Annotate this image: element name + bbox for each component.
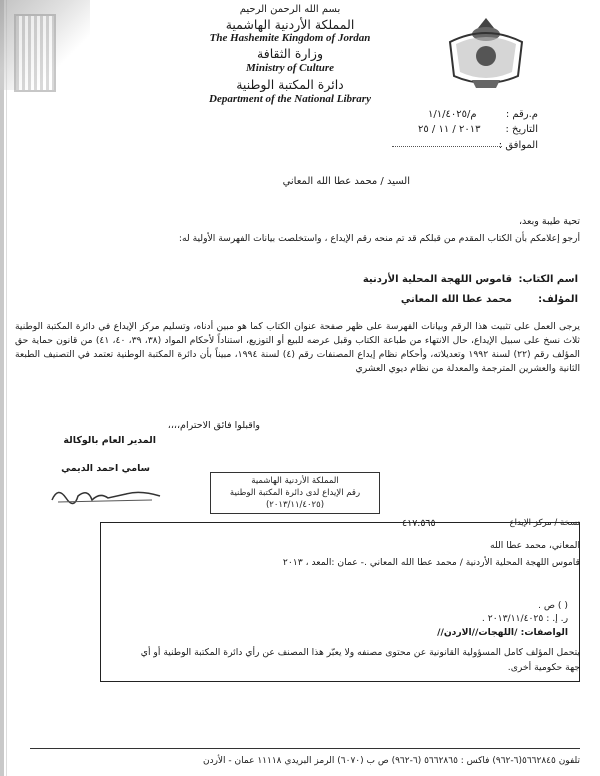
deposit-stamp	[210, 472, 380, 514]
cip-ri: ر. إ. : ٢٠١٣/١١/٤٠٢٥ .	[481, 613, 568, 624]
book-label: اسم الكتاب:	[518, 274, 578, 285]
royal-crest-icon	[442, 14, 530, 92]
closing: واقبلوا فائق الاحترام،،،،	[167, 420, 260, 431]
signature	[48, 482, 168, 508]
author-label: المؤلف:	[538, 294, 578, 305]
book-value: قاموس اللهجة المحلية الأردنية	[362, 274, 512, 285]
ref-label: م.رقم :	[505, 109, 538, 120]
signer-name: سامي احمد الديمي	[61, 463, 150, 474]
match-dotted-line	[392, 146, 502, 147]
scan-edge-line	[6, 0, 7, 776]
stamp-line-3: (٢٠١٣/١١/٤٠٢٥)	[265, 500, 325, 510]
salutation: السيد / محمد عطا الله المعاني	[282, 176, 410, 187]
kingdom-ar: المملكة الأردنية الهاشمية	[225, 17, 355, 32]
stamp-line-1: المملكة الأردنية الهاشمية	[251, 476, 339, 486]
author-value: محمد عطا الله المعاني	[400, 294, 512, 305]
greeting: تحية طيبة وبعد،	[518, 216, 580, 227]
cip-subjects: الواصفات: /اللهجات//الاردن//	[437, 627, 568, 638]
ministry-ar: وزارة الثقافة	[257, 46, 323, 61]
dept-en: Department of the National Library	[209, 93, 371, 105]
dept-ar: دائرة المكتبة الوطنية	[236, 77, 344, 92]
intro-paragraph: أرجو إعلامكم بأن الكتاب المقدم من قبلكم قد تم منحه رقم الإيداع ، واستخلصت بيانات الفهرسة الأولية له:	[178, 233, 580, 244]
copy-label: نسخة / مركز الإيداع	[509, 518, 580, 528]
class-number: ٤١٧.٥٦٥	[402, 518, 436, 529]
cip-disclaimer: يتحمل المؤلف كامل المسؤولية القانونية عن محتوى مصنفه ولا يعبّر هذا المصنف عن رأي دائرة المكتبة الوطنية أو أي جهة حكومية أخرى.	[140, 647, 580, 673]
stamp-line-2: رقم الإيداع لدى دائرة المكتبة الوطنية	[229, 488, 361, 498]
date-label: التاريخ :	[505, 124, 538, 135]
date-value: ٢٠١٣ / ١١ / ٢٥	[418, 124, 481, 135]
ref-value: م/١/١/٤٠٢٥	[428, 109, 477, 120]
library-logo	[14, 14, 56, 92]
signer-title: المدير العام بالوكالة	[63, 435, 156, 446]
cip-author: المعاني، محمد عطا الله	[490, 540, 580, 551]
ministry-en: Ministry of Culture	[245, 62, 335, 74]
match-label: الموافق :	[498, 140, 538, 151]
scan-edge	[0, 0, 4, 776]
footer-divider	[30, 748, 580, 749]
kingdom-en: The Hashemite Kingdom of Jordan	[209, 32, 371, 44]
main-paragraph: يرجى العمل على تثبيت هذا الرقم وبيانات الفهرسة على ظهر صفحة عنوان الكتاب كما هو مبين أدناه، وتسليم مركز الإيداع في دائرة المكتبة الوطنية ثلاث نسخ على سبيل الإيداع، حال الانتهاء من طباعة الكتاب وقبل عرضه للبيع أو التوزيع، استناداً لأحكام المواد (٣٨، ٣٩، ٤٠، ٤١) من قانون حماية حق المؤلف رقم (٢٢) لسنة ١٩٩٢ وتعديلاته، وأحكام نظام إيداع المصنفات رقم (٤) لسنة ١٩٩٤، مبيناً بأن دائرة المكتبة الوطنية تعتمد في التصنيف الطبعة الثانية والعشرين المترجمة والمعدلة من نظام ديوي العشري	[15, 321, 580, 374]
cip-pages: ( ) ص .	[538, 600, 568, 611]
basmala: بسم الله الرحمن الرحيم	[239, 4, 341, 15]
cip-title: قاموس اللهجة المحلية الأردنية / محمد عطا الله المعاني .- عمان :المعد ، ٢٠١٣	[282, 557, 580, 568]
footer-contact: تلفون ٥٦٦٢٨٤٥(٦-٩٦٢) فاكس : ٥٦٦٢٨٦٥ (٦-٩٦٢) ص ب (٦٠٧٠) الرمز البريدي ١١١١٨ عمان - الأردن	[202, 756, 580, 766]
